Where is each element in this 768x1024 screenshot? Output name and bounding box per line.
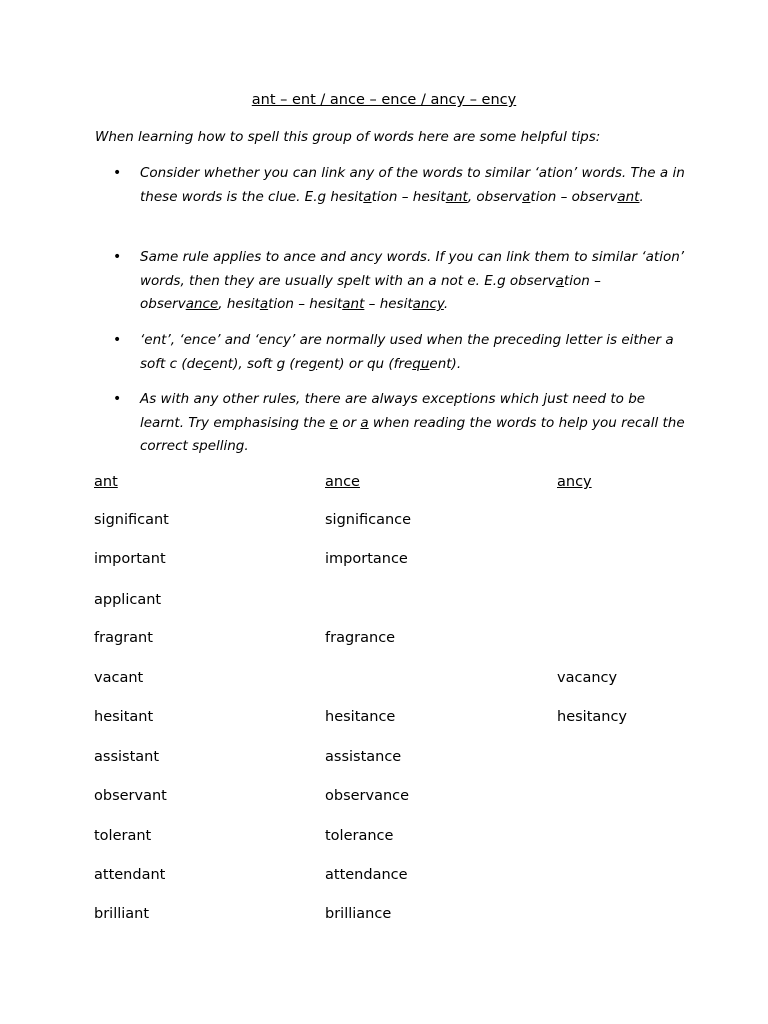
text-segment: , observ <box>467 188 523 205</box>
underlined-segment: c <box>203 355 211 372</box>
underlined-segment: a <box>259 296 269 312</box>
text-segment: – hesit <box>364 296 413 312</box>
word-cell: tolerance <box>325 828 394 844</box>
word-cell: important <box>94 551 166 567</box>
underlined-segment: a <box>555 272 564 289</box>
text-segment: tion – hesit <box>371 188 446 205</box>
bullet-icon: • <box>113 332 122 348</box>
text-segment: tion – observ <box>530 188 618 205</box>
text-segment: , hesit <box>218 296 260 312</box>
underlined-segment: ant <box>617 188 640 205</box>
bullet-icon: • <box>113 391 122 407</box>
text-segment: or <box>337 414 361 431</box>
word-cell: fragrant <box>94 630 153 646</box>
underlined-segment: a <box>363 188 372 205</box>
underlined-segment: ancy <box>412 296 444 312</box>
word-cell: attendance <box>325 867 408 883</box>
word-cell: vacancy <box>557 670 618 686</box>
word-cell: hesitancy <box>557 709 628 725</box>
word-cell: significant <box>94 512 169 528</box>
text-segment: ent) or qu (fre <box>317 355 413 372</box>
underlined-segment: ance <box>185 296 219 312</box>
text-segment: . <box>639 188 644 205</box>
underlined-segment: a <box>522 188 531 205</box>
text-segment: ent). <box>429 355 462 372</box>
word-cell: applicant <box>94 592 162 608</box>
column-header-ancy: ancy <box>557 474 592 490</box>
word-cell: assistance <box>325 749 402 765</box>
text-segment: tion – observ <box>140 272 601 312</box>
text-segment: Consider whether you can link any of the words to similar ‘ation’ words. The a in these words is the clue. E.g hesit <box>140 165 685 205</box>
word-cell: attendant <box>94 867 166 883</box>
word-cell: hesitance <box>325 709 396 725</box>
underlined-segment: qu <box>412 355 430 372</box>
underlined-segment: g <box>308 355 318 372</box>
column-header-ance: ance <box>325 474 360 490</box>
word-cell: observance <box>325 788 410 804</box>
word-cell: fragrance <box>325 630 396 646</box>
bullet-icon: • <box>113 165 122 181</box>
word-cell: assistant <box>94 749 160 765</box>
word-cell: vacant <box>94 670 144 686</box>
word-cell: importance <box>325 551 408 567</box>
text-segment: ‘ent’, ‘ence’ and ‘ency’ are normally used when the preceding letter is either a soft c (de <box>140 332 674 372</box>
text-segment: . <box>443 296 449 312</box>
text-segment: when reading the words to help you recall the correct spelling. <box>140 414 685 454</box>
word-cell: tolerant <box>94 828 152 844</box>
word-cell: brilliance <box>325 906 392 922</box>
word-cell: hesitant <box>94 709 154 725</box>
underlined-segment: ant <box>342 296 365 312</box>
text-segment: As with any other rules, there are always exceptions which just need to be learnt. Try emphasising the <box>140 391 646 431</box>
title-text: ant – ent / ance – ence / ancy – ency <box>251 92 517 108</box>
text-segment: ent), soft g (re <box>210 355 309 372</box>
text-segment: tion – hesit <box>268 296 343 312</box>
underlined-segment: e <box>329 414 338 431</box>
bullet-icon: • <box>113 249 122 265</box>
underlined-segment: ant <box>445 188 468 205</box>
text-segment: Same rule applies to ance and ancy words. If you can link them to similar ‘ation’ words, then they are usually spelt with an a not e. E.g observ <box>140 249 685 289</box>
word-cell: significance <box>325 512 412 528</box>
intro-text: When learning how to spell this group of words here are some helpful tips: <box>95 129 601 145</box>
underlined-segment: a <box>360 414 369 431</box>
word-cell: observant <box>94 788 167 804</box>
word-cell: brilliant <box>94 906 150 922</box>
column-header-ant: ant <box>94 474 118 490</box>
